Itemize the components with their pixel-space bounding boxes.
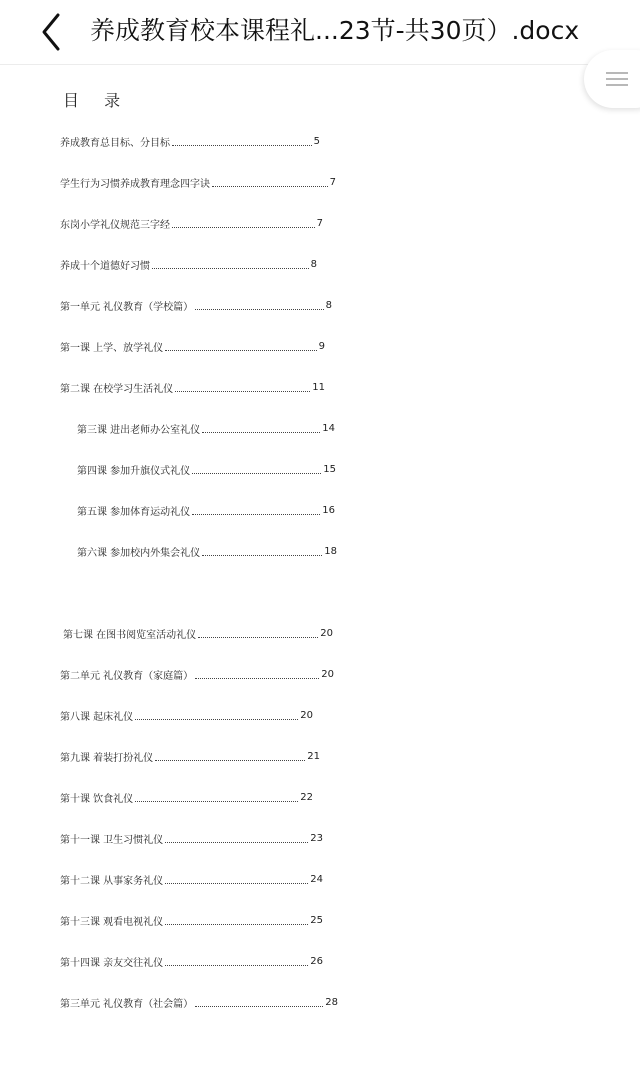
toc-entry-label: 东岗小学礼仪规范三字经	[60, 219, 170, 231]
document-title: 养成教育校本课程礼...23节-共30页）.docx	[90, 16, 580, 45]
toc-dot-leader	[172, 145, 312, 146]
toc-entry[interactable]	[60, 994, 338, 1010]
toc-entry-label: 第九课 着装打扮礼仪	[60, 752, 154, 764]
toc-entry-page-number: 15	[323, 463, 336, 475]
toc-entry-label: 第三课 进出老师办公室礼仪	[77, 424, 201, 436]
toc-entry-label: 第十二课 从事家务礼仪	[60, 875, 164, 887]
toc-entry-page-number: 25	[310, 914, 323, 926]
toc-entry-page-number: 20	[300, 709, 313, 721]
toc-entry[interactable]	[77, 543, 337, 559]
toc-entry-label: 第二课 在校学习生活礼仪	[60, 383, 174, 395]
toc-entry[interactable]	[60, 256, 317, 272]
toc-entry-page-number: 20	[320, 627, 333, 639]
toc-entry-page-number: 26	[310, 955, 323, 967]
toc-entry[interactable]	[60, 174, 336, 190]
toc-entry-page-number: 14	[322, 422, 335, 434]
toc-entry-page-number: 21	[307, 750, 320, 762]
toc-dot-leader	[165, 350, 316, 351]
toc-dot-leader	[202, 432, 320, 433]
toc-dot-leader	[165, 924, 308, 925]
toc-dot-leader	[165, 842, 308, 843]
toc-entry-page-number: 7	[316, 217, 323, 229]
toc-entry-label: 第一单元 礼仪教育（学校篇）	[60, 301, 194, 313]
toc-dot-leader	[135, 719, 298, 720]
toc-entry[interactable]	[63, 625, 333, 641]
toc-dot-leader	[192, 473, 321, 474]
toc-entry-page-number: 5	[313, 135, 320, 147]
toc-dot-leader	[195, 1006, 323, 1007]
toc-heading: 目 录	[63, 91, 131, 110]
toc-entry[interactable]	[60, 297, 332, 313]
toc-entry-label: 第十一课 卫生习惯礼仪	[60, 834, 164, 846]
toc-entry-page-number: 20	[321, 668, 334, 680]
toc-entry-label: 养成十个道德好习惯	[60, 260, 150, 272]
toc-entry[interactable]	[60, 666, 334, 682]
toc-entry-page-number: 24	[310, 873, 323, 885]
toc-entry-page-number: 8	[325, 299, 332, 311]
toc-entry[interactable]	[60, 338, 325, 354]
toc-entry-label: 第六课 参加校内外集会礼仪	[77, 547, 201, 559]
toc-entry-label: 第五课 参加体育运动礼仪	[77, 506, 191, 518]
toc-dot-leader	[165, 883, 308, 884]
toc-entry-label: 学生行为习惯养成教育理念四字诀	[60, 178, 210, 190]
toc-entry[interactable]	[60, 748, 320, 764]
toc-entry-label: 第七课 在图书阅览室活动礼仪	[63, 629, 197, 641]
toc-dot-leader	[195, 309, 323, 310]
toc-dot-leader	[192, 514, 320, 515]
toc-entry[interactable]	[60, 953, 323, 969]
toc-entry[interactable]	[60, 707, 313, 723]
toc-entry-label: 第十四课 亲友交往礼仪	[60, 957, 164, 969]
toc-entry[interactable]	[60, 133, 320, 149]
toc-entry[interactable]	[60, 830, 323, 846]
toc-entry-page-number: 18	[324, 545, 337, 557]
toc-dot-leader	[135, 801, 298, 802]
toc-dot-leader	[172, 227, 315, 228]
toc-dot-leader	[152, 268, 309, 269]
toc-entry-label: 第一课 上学、放学礼仪	[60, 342, 164, 354]
toc-dot-leader	[202, 555, 322, 556]
toc-entry-label: 第四课 参加升旗仪式礼仪	[77, 465, 191, 477]
toc-entry-page-number: 7	[329, 176, 336, 188]
toc-entry[interactable]	[77, 502, 335, 518]
toc-dot-leader	[198, 637, 318, 638]
toc-entry[interactable]	[60, 789, 313, 805]
toc-entry-page-number: 23	[310, 832, 323, 844]
toc-entry[interactable]	[60, 215, 323, 231]
toc-entry-label: 第八课 起床礼仪	[60, 711, 134, 723]
toc-entry-page-number: 11	[312, 381, 325, 393]
toc-entry-label: 第十课 饮食礼仪	[60, 793, 134, 805]
toc-dot-leader	[165, 965, 308, 966]
toc-entry[interactable]	[60, 912, 323, 928]
toc-dot-leader	[212, 186, 328, 187]
toc-entry-label: 第三单元 礼仪教育（社会篇）	[60, 998, 194, 1010]
toc-entry-label: 第二单元 礼仪教育（家庭篇）	[60, 670, 194, 682]
toc-entry-page-number: 9	[318, 340, 325, 352]
toc-entry-page-number: 28	[325, 996, 338, 1008]
toc-entry[interactable]	[60, 871, 323, 887]
toc-entry[interactable]	[60, 379, 325, 395]
toc-entry-page-number: 8	[310, 258, 317, 270]
toc-entry[interactable]	[77, 461, 336, 477]
toc-entry-page-number: 16	[322, 504, 335, 516]
toc-dot-leader	[195, 678, 319, 679]
toc-entry-label: 第十三课 观看电视礼仪	[60, 916, 164, 928]
toc-dot-leader	[155, 760, 305, 761]
toc-entry-page-number: 22	[300, 791, 313, 803]
toc-entry-label: 养成教育总目标、分目标	[60, 137, 170, 149]
toc-dot-leader	[175, 391, 310, 392]
toc-entry[interactable]	[77, 420, 335, 436]
